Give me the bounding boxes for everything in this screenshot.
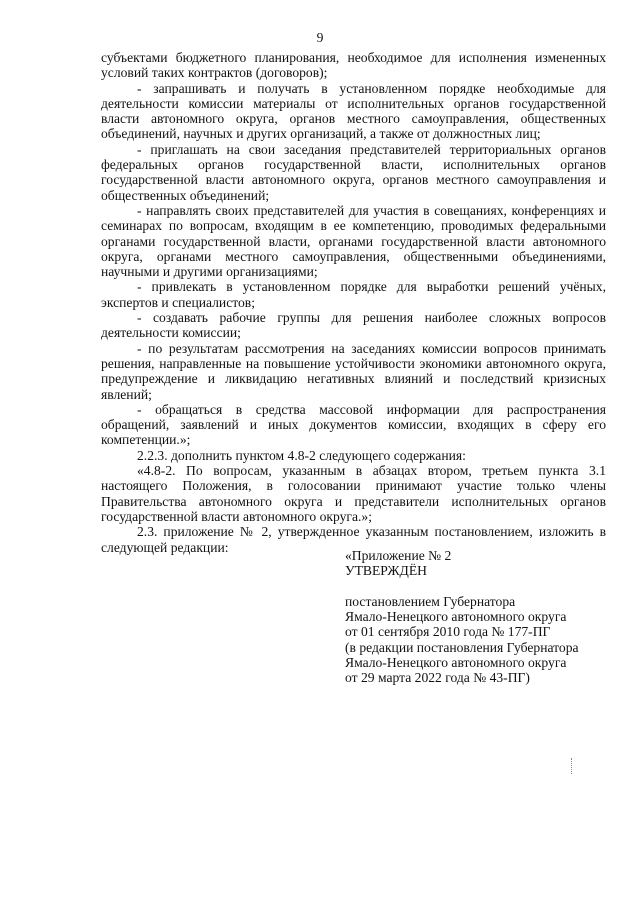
approval-line: от 01 сентября 2010 года № 177-ПГ: [345, 624, 551, 640]
approval-line: постановлением Губернатора: [345, 593, 516, 609]
scan-artifact: [571, 758, 573, 774]
paragraph: - по результатам рассмотрения на заседаниях комиссии вопросов принимать решения, направленные на повышение устойчивости экономики автономного округа, предупреждение и ликвидацию негативных влияний и последствий кризисных явлений;: [101, 340, 606, 402]
approval-line: Ямало-Ненецкого автономного округа: [345, 655, 567, 671]
appendix-heading: «Приложение № 2: [345, 548, 452, 563]
paragraph: - приглашать на свои заседания представителей территориальных органов федеральных органов государственной власти, исполнительных органов государственной власти автономного округа, органов местного самоуправления и общественных объединений;: [101, 141, 606, 203]
paragraph: 2.3. приложение № 2, утвержденное указанным постановлением, изложить в следующей редакции:: [101, 524, 606, 555]
paragraph: «4.8-2. По вопросам, указанным в абзацах втором, третьем пункта 3.1 настоящего Положения, в голосовании принимают участие только члены Правительства автономного округа и представители исполнительных органов государственной власти автономного округа.»;: [101, 463, 606, 524]
approval-block: [345, 548, 610, 686]
paragraph: - привлекать в установленном порядке для выработки решений учёных, экспертов и специалистов;: [101, 279, 606, 310]
page-number: 9: [316, 30, 324, 45]
document-body: [101, 50, 606, 555]
paragraph: субъектами бюджетного планирования, необходимое для исполнения измененных условий таких контрактов (договоров);: [101, 50, 606, 81]
approval-line: Ямало-Ненецкого автономного округа: [345, 609, 567, 625]
approval-line: от 29 марта 2022 года № 43-ПГ): [345, 670, 530, 686]
paragraph: - запрашивать и получать в установленном порядке необходимые для деятельности комиссии материалы от исполнительных органов государственной власти автономного округа, органов местного самоуправления, общественных объединений, научных и других организаций, а также от должностных лиц;: [101, 80, 606, 142]
approval-line: (в редакции постановления Губернатора: [345, 639, 579, 655]
paragraph: - направлять своих представителей для участия в совещаниях, конференциях и семинарах по вопросам, входящим в ее компетенцию, проводимых федеральными органами государственной власти, органами государственной власти автономного округа, органами местного самоуправления, общественными объединениями, научными и другими организациями;: [101, 202, 606, 280]
spacer: [345, 579, 610, 594]
paragraph: 2.2.3. дополнить пунктом 4.8-2 следующего содержания:: [137, 447, 466, 463]
approved-label: УТВЕРЖДЁН: [345, 563, 427, 579]
paragraph: - обращаться в средства массовой информации для распространения обращений, заявлений и иных документов комиссии, входящих в сферу его компетенции.»;: [101, 401, 606, 448]
paragraph: - создавать рабочие группы для решения наиболее сложных вопросов деятельности комиссии;: [101, 310, 606, 341]
